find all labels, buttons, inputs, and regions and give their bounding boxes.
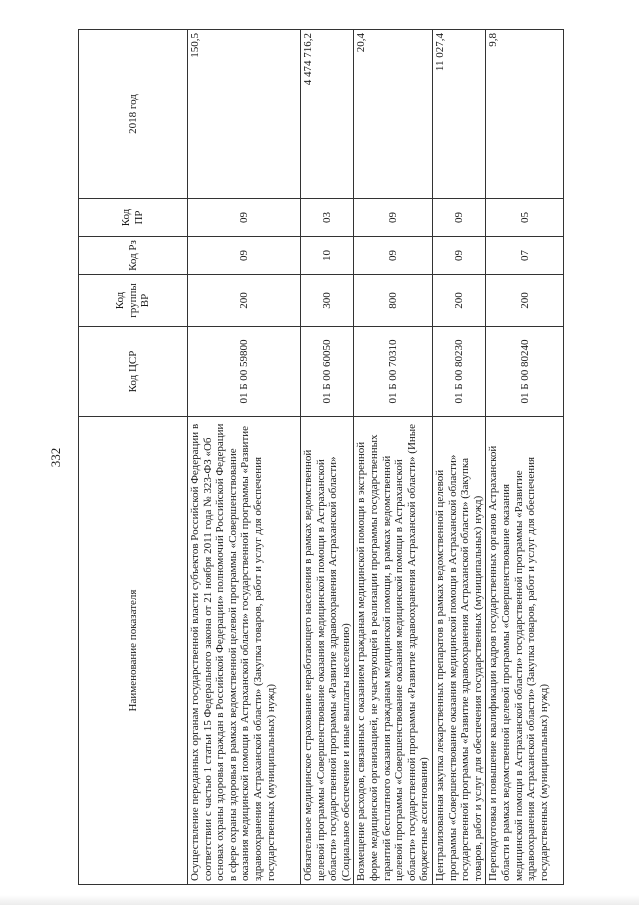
header-year: 2018 год <box>79 30 188 199</box>
row-name: Переподготовка и повышение квалификации кадров государственных органов Астраханской области в рамках ведомственной целевой программы «Совершенствование оказания медицинской помощи в Астраханской области» государственной программы «Развитие здравоохранения Астраханской области» (Закупка товаров, работ и услуг для обеспечения государственных (муниципальных) нужд) <box>486 417 564 885</box>
row-rz: 09 <box>432 237 485 275</box>
row-name: Централизованная закупка лекарственных препаратов в рамках ведомственной целевой программы «Совершенствование оказания медицинской помощи в Астраханской области» государственной программы «Развитие здравоохранения Астраханской области» (Закупка товаров, работ и услуг для обеспечения государственных (муниципальных) нужд) <box>432 417 485 885</box>
table-row <box>432 30 485 885</box>
row-vr: 200 <box>432 275 485 327</box>
header-csr: Код ЦСР <box>79 327 188 417</box>
header-name: Наименование показателя <box>79 417 188 885</box>
row-pr: 05 <box>486 199 564 237</box>
row-csr: 01 Б 00 70310 <box>354 327 433 417</box>
row-rz: 09 <box>188 237 301 275</box>
header-rz: Код Рз <box>79 237 188 275</box>
row-csr: 01 Б 00 59800 <box>188 327 301 417</box>
row-value: 150,5 <box>188 30 301 199</box>
header-pr: Код ПР <box>79 199 188 237</box>
row-name: Осуществление переданных органам государственной власти субъектов Российской Федерации в соответствии с частью 1 статьи 15 Федерального закона от 21 ноября 2011 года № 323-ФЗ «Об основах охраны здоровья граждан в Российской Федерации» полномочий Российской Федерации в сфере охраны здоровья в рамках ведомственной целевой программы «Совершенствование оказания медицинской помощи в Астраханской области» государственной программы «Развитие здравоохранения Астраханской области» (Закупка товаров, работ и услуг для обеспечения государственных (муниципальных) нужд) <box>188 417 301 885</box>
row-rz: 07 <box>486 237 564 275</box>
row-pr: 03 <box>301 199 354 237</box>
row-rz: 10 <box>301 237 354 275</box>
page-number: 332 <box>48 447 63 468</box>
row-vr: 300 <box>301 275 354 327</box>
table-row <box>188 30 301 885</box>
row-value: 4 474 716,2 <box>301 30 354 199</box>
table-row <box>486 30 564 885</box>
table-row <box>301 30 354 885</box>
row-pr: 09 <box>432 199 485 237</box>
budget-table <box>78 29 564 885</box>
row-value: 11 027,4 <box>432 30 485 199</box>
header-group-vr: Код группы ВР <box>79 275 188 327</box>
row-value: 9,8 <box>486 30 564 199</box>
row-value: 20,4 <box>354 30 433 199</box>
row-csr: 01 Б 00 60050 <box>301 327 354 417</box>
table-row <box>354 30 433 885</box>
row-name: Обязательное медицинское страхование неработающего населения в рамках ведомственной целевой программы «Совершенствование оказания медицинской помощи в Астраханской области» государственной программы «Развитие здравоохранения Астраханской области» (Социальное обеспечение и иные выплаты населению) <box>301 417 354 885</box>
table-header-row <box>79 30 188 885</box>
rotated-page <box>48 30 583 885</box>
scan-bottom-edge <box>0 895 639 905</box>
row-name: Возмещение расходов, связанных с оказанием гражданам медицинской помощи в экстренной форме медицинской организацией, не участвующей в реализации программы государственных гарантий бесплатного оказания гражданам медицинской помощи, в рамках ведомственной целевой программы «Совершенствование оказания медицинской помощи в Астраханской области» государственной программы «Развитие здравоохранения Астраханской области» (Иные бюджетные ассигнования) <box>354 417 433 885</box>
row-csr: 01 Б 00 80240 <box>486 327 564 417</box>
row-csr: 01 Б 00 80230 <box>432 327 485 417</box>
row-rz: 09 <box>354 237 433 275</box>
row-pr: 09 <box>188 199 301 237</box>
row-vr: 800 <box>354 275 433 327</box>
row-pr: 09 <box>354 199 433 237</box>
row-vr: 200 <box>188 275 301 327</box>
row-vr: 200 <box>486 275 564 327</box>
